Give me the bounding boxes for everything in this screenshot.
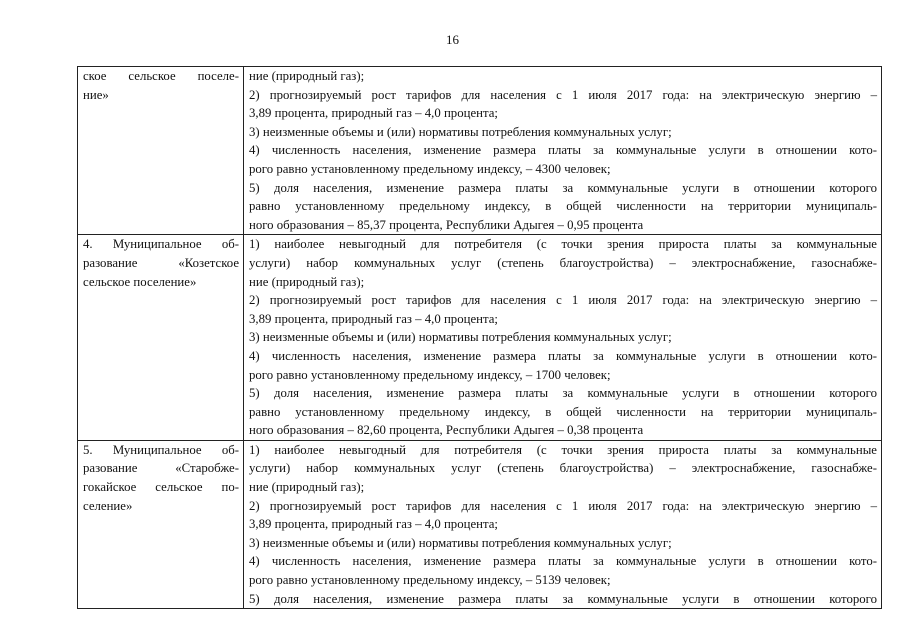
indicator-text-line: 1) наиболее невыгодный для потребителя (с точки зрения прироста платы за коммунальные xyxy=(249,442,877,457)
page-number: 16 xyxy=(446,32,459,47)
municipality-name-line: селение» xyxy=(83,498,133,513)
indicator-text-line: 2) прогнозируемый рост тарифов для населения с 1 июля 2017 года: на электрическую энергию – xyxy=(249,87,877,102)
indicator-text-line: рого равно установленному предельному индексу, – 1700 человек; xyxy=(249,367,611,382)
table-row xyxy=(78,67,882,235)
indicator-text-line: 3,89 процента, природный газ – 4,0 процента; xyxy=(249,106,498,121)
municipality-name-cell xyxy=(78,67,244,235)
indicator-text-line: равно установленному предельному индексу, в общей численности на территории муниципаль- xyxy=(249,404,877,419)
indicator-text-line: ние (природный газ); xyxy=(249,274,365,289)
indicator-text-line: рого равно установленному предельному индексу, – 5139 человек; xyxy=(249,573,611,588)
indicators-text-cell xyxy=(244,440,882,608)
indicators-text-cell xyxy=(244,235,882,441)
indicator-text-line: услуги) набор коммунальных услуг (степень благоустройства) – электроснабжение, газоснабже- xyxy=(249,255,877,270)
indicator-text-line: ного образования – 85,37 процента, Республики Адыгея – 0,95 процента xyxy=(249,217,644,232)
indicator-text-line: 3) неизменные объемы и (или) нормативы потребления коммунальных услуг; xyxy=(249,330,672,345)
municipality-name-line: 5. Муниципальное об- xyxy=(83,442,239,457)
indicator-text-line: 4) численность населения, изменение размера платы за коммунальные услуги в отношении кото- xyxy=(249,554,877,569)
indicator-text-line: ние (природный газ); xyxy=(249,480,365,495)
municipality-name-line: гокайское сельское по- xyxy=(83,480,239,495)
indicator-text-line: 5) доля населения, изменение размера платы за коммунальные услуги в отношении которого xyxy=(249,591,877,606)
indicator-text-line: 4) численность населения, изменение размера платы за коммунальные услуги в отношении кото- xyxy=(249,348,877,363)
indicator-text-line: 3) неизменные объемы и (или) нормативы потребления коммунальных услуг; xyxy=(249,124,672,139)
indicator-text-line: 1) наиболее невыгодный для потребителя (с точки зрения прироста платы за коммунальные xyxy=(249,237,877,252)
municipality-name-cell xyxy=(78,235,244,441)
indicator-text-line: 4) численность населения, изменение размера платы за коммунальные услуги в отношении кото- xyxy=(249,143,877,158)
municipality-name-line: ское сельское поселе- xyxy=(83,69,239,83)
indicator-text-line: ние (природный газ); xyxy=(249,69,365,83)
indicator-text-line: услуги) набор коммунальных услуг (степень благоустройства) – электроснабжение, газоснабже- xyxy=(249,461,877,476)
indicator-text-line: 3,89 процента, природный газ – 4,0 процента; xyxy=(249,517,498,532)
table-row xyxy=(78,235,882,441)
indicator-text-line: равно установленному предельному индексу, в общей численности на территории муниципаль- xyxy=(249,199,877,214)
indicator-text-line: 3) неизменные объемы и (или) нормативы потребления коммунальных услуг; xyxy=(249,535,672,550)
indicator-text-line: 3,89 процента, природный газ – 4,0 процента; xyxy=(249,311,498,326)
indicator-text-line: рого равно установленному предельному индексу, – 4300 человек; xyxy=(249,161,611,176)
municipality-name-line: ние» xyxy=(83,87,109,102)
indicator-text-line: 5) доля населения, изменение размера платы за коммунальные услуги в отношении которого xyxy=(249,180,877,195)
municipal-indicators-table xyxy=(77,66,882,609)
indicator-text-line: 2) прогнозируемый рост тарифов для населения с 1 июля 2017 года: на электрическую энергию – xyxy=(249,498,877,513)
indicator-text-line: 2) прогнозируемый рост тарифов для населения с 1 июля 2017 года: на электрическую энергию – xyxy=(249,293,877,308)
municipality-name-line: разование «Старобже- xyxy=(83,461,239,476)
municipality-name-line: 4. Муниципальное об- xyxy=(83,237,239,252)
municipality-name-line: разование «Козетское xyxy=(83,255,239,270)
indicator-text-line: ного образования – 82,60 процента, Республики Адыгея – 0,38 процента xyxy=(249,423,644,438)
municipality-name-cell xyxy=(78,440,244,608)
table-row xyxy=(78,440,882,608)
municipality-name-line: сельское поселение» xyxy=(83,274,197,289)
indicators-text-cell xyxy=(244,67,882,235)
indicator-text-line: 5) доля населения, изменение размера платы за коммунальные услуги в отношении которого xyxy=(249,386,877,401)
